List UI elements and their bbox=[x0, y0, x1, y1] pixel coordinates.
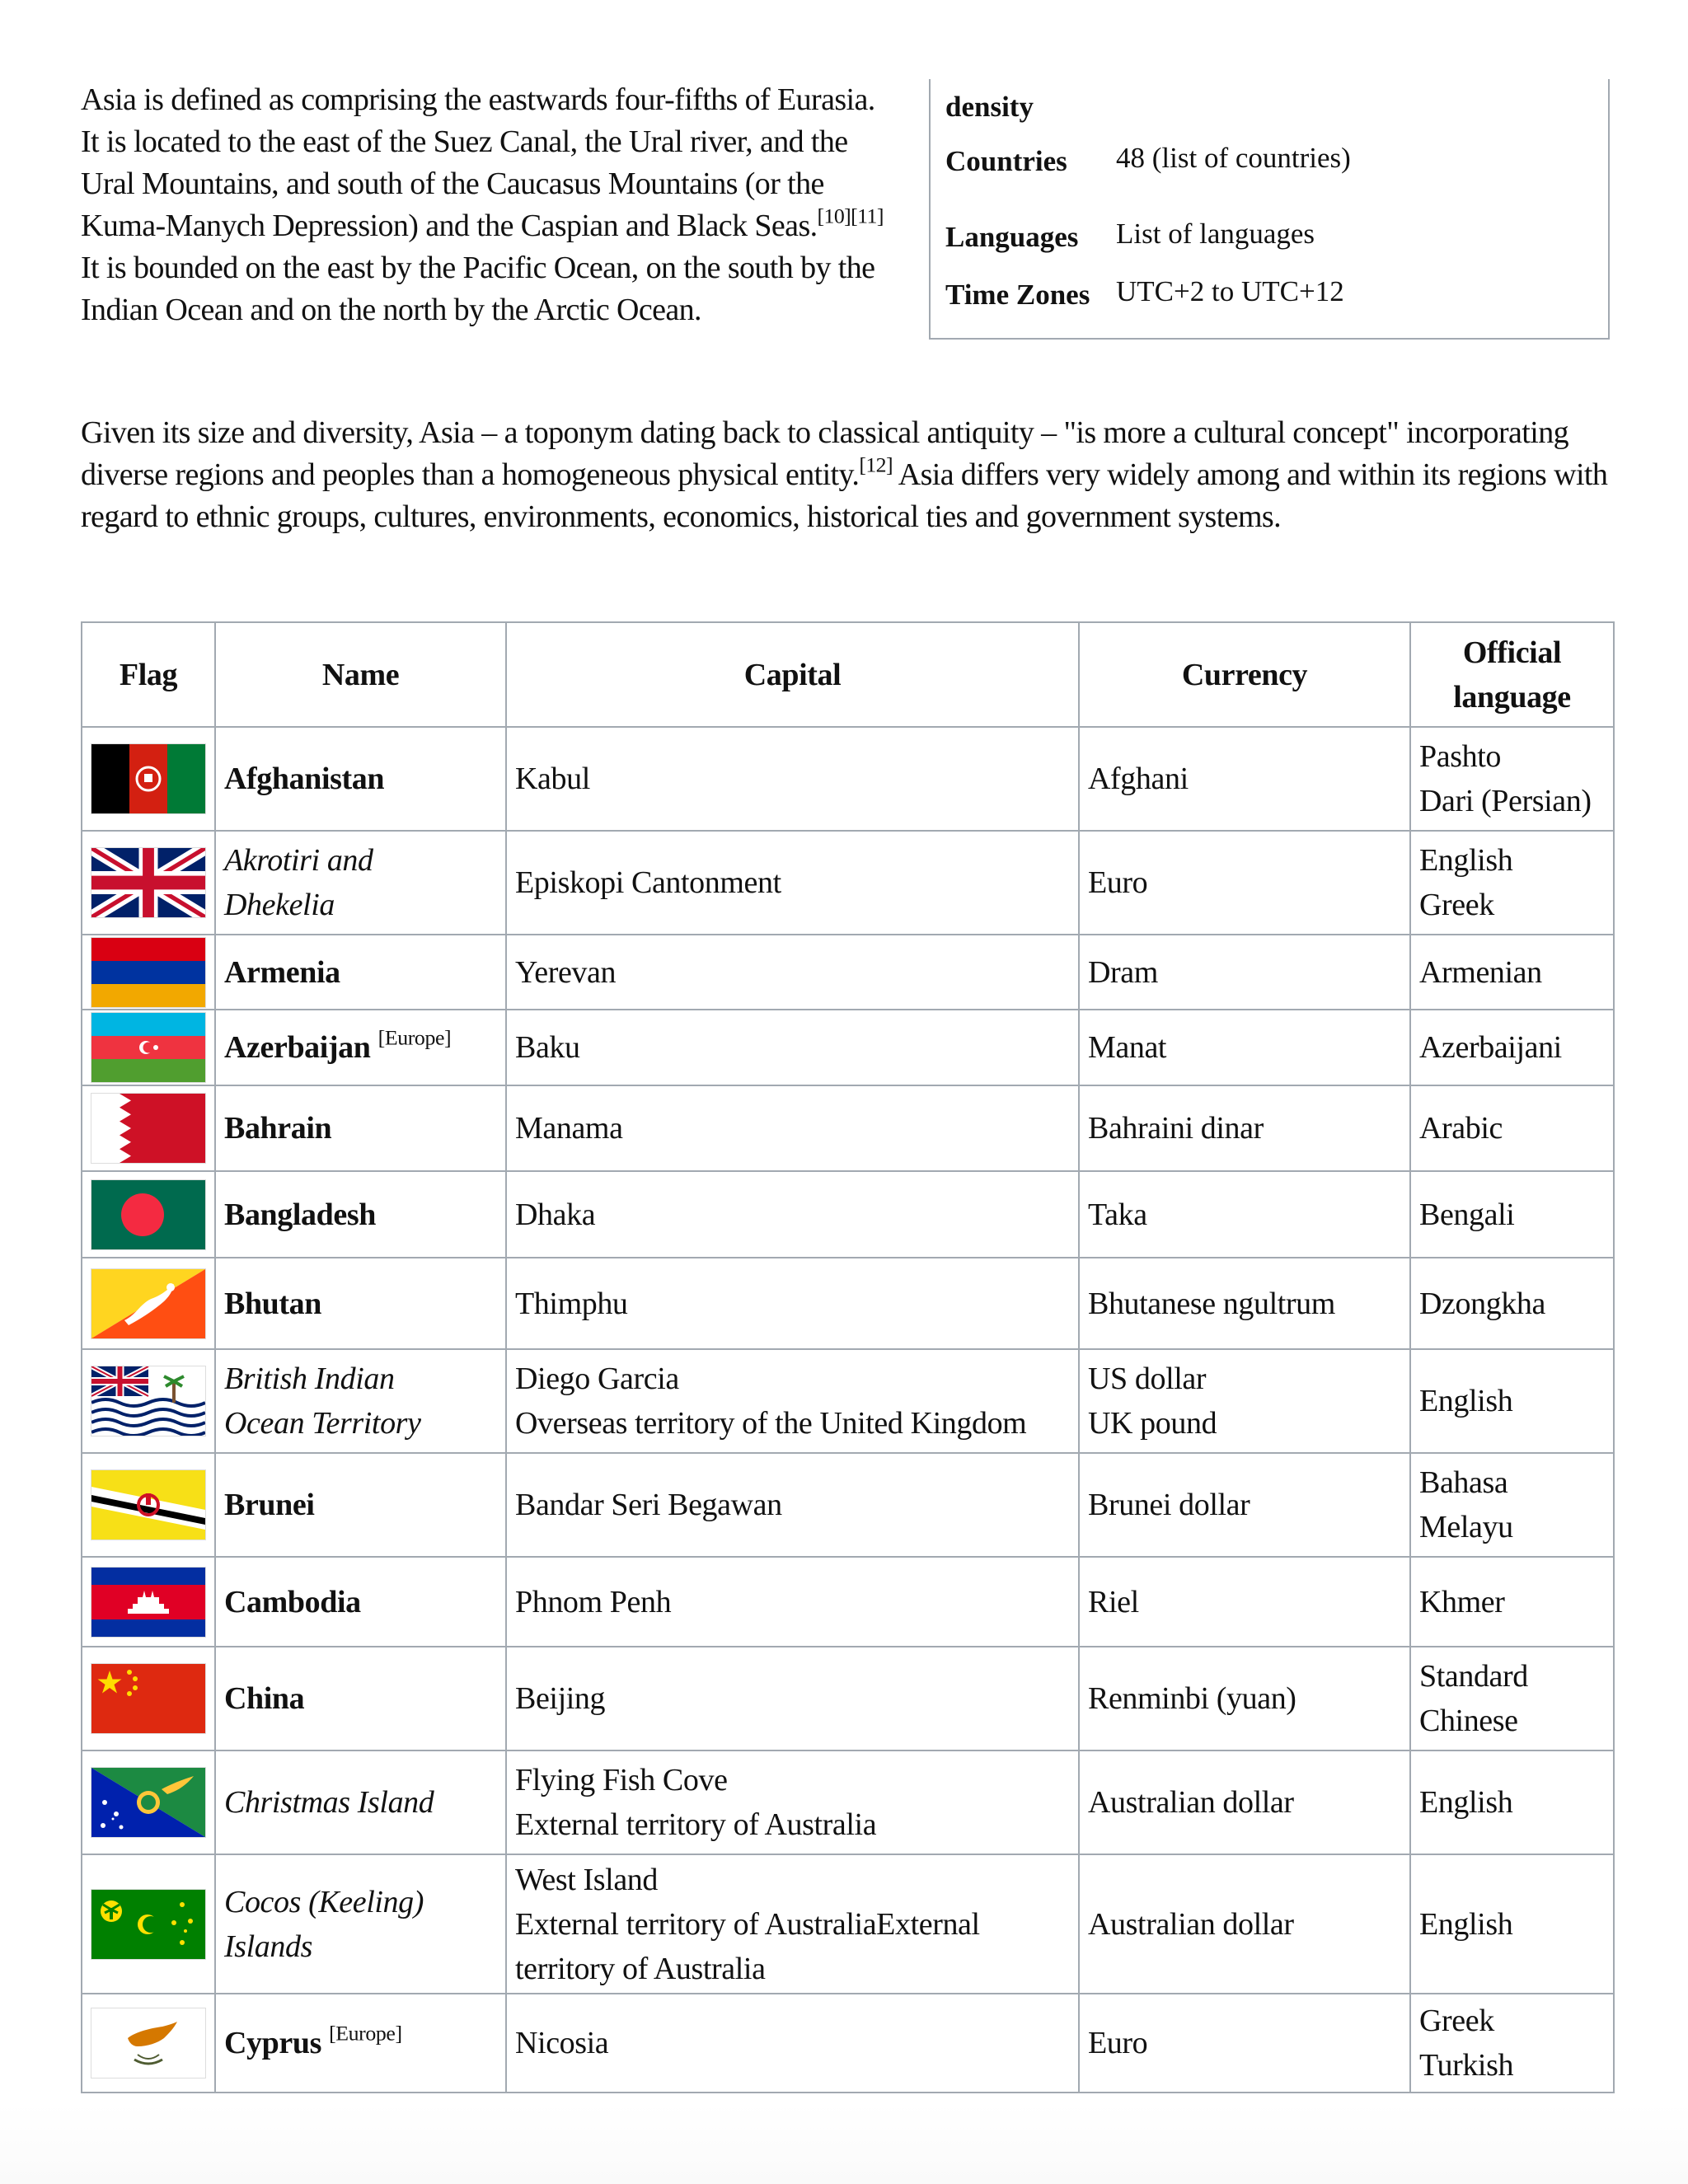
flag-cell bbox=[82, 1994, 215, 2093]
biot-flag-icon[interactable] bbox=[91, 1366, 206, 1436]
currency-cell bbox=[1079, 1453, 1410, 1557]
flag-cell bbox=[82, 1349, 215, 1453]
table-row bbox=[82, 1750, 1614, 1854]
table-row bbox=[82, 1010, 1614, 1085]
flag-cell bbox=[82, 1750, 215, 1854]
table-row bbox=[82, 935, 1614, 1010]
currency-link[interactable]: Brunei dollar bbox=[1088, 1488, 1250, 1522]
name-cell bbox=[215, 1854, 506, 1994]
intro-text: Asia is defined as comprising the eastwards four-fifths of Eurasia. It is located to the east of the Suez Canal, the Ural river, and the Ural Mountains, and south of the Caucasus Mountains (or the Kuma-Manych Depression) and the Caspian and Black Seas. bbox=[81, 82, 875, 243]
intro-paragraph bbox=[81, 79, 893, 331]
flag-cell bbox=[82, 1557, 215, 1647]
flag-cell bbox=[82, 1010, 215, 1085]
currency-link[interactable]: Bahraini dinar bbox=[1088, 1111, 1264, 1146]
currency-link[interactable]: Taka bbox=[1088, 1197, 1147, 1232]
name-cell bbox=[215, 727, 506, 831]
language-cell bbox=[1410, 1349, 1614, 1453]
capital-link[interactable]: Yerevan bbox=[515, 954, 617, 990]
citation-link[interactable]: [12] bbox=[859, 452, 893, 477]
name-cell bbox=[215, 1750, 506, 1854]
currency-cell bbox=[1079, 1557, 1410, 1647]
language-link[interactable]: English bbox=[1419, 1785, 1513, 1820]
capital-cell bbox=[506, 1854, 1079, 1994]
language-link[interactable]: Dzongkha bbox=[1419, 1286, 1545, 1321]
table-row bbox=[82, 727, 1614, 831]
country-name-link[interactable]: Azerbaijan bbox=[224, 1030, 371, 1065]
bhutan-flag-icon[interactable] bbox=[91, 1268, 206, 1339]
country-name-link[interactable]: Cocos (Keeling) bbox=[224, 1884, 424, 1919]
bangladesh-flag-icon[interactable] bbox=[91, 1179, 206, 1250]
language-link[interactable]: English bbox=[1419, 1906, 1513, 1942]
header-official-language: Official language bbox=[1410, 622, 1614, 727]
currency-cell bbox=[1079, 1349, 1410, 1453]
currency-cell bbox=[1079, 1854, 1410, 1994]
christmas-island-flag-icon[interactable] bbox=[91, 1767, 206, 1838]
language-link[interactable]: Greek bbox=[1419, 2004, 1494, 2038]
language-link[interactable]: Bahasa bbox=[1419, 1465, 1508, 1500]
language-link[interactable]: Bengali bbox=[1419, 1197, 1515, 1232]
language-link[interactable]: Pashto bbox=[1419, 739, 1501, 774]
table-row bbox=[82, 1085, 1614, 1171]
capital-note: External territory of Australia bbox=[515, 1807, 877, 1842]
language-link[interactable]: English bbox=[1419, 1384, 1513, 1418]
language-link[interactable]: Melayu bbox=[1419, 1510, 1513, 1544]
capital-cell bbox=[506, 1557, 1079, 1647]
infobox-countries-label: Countries bbox=[945, 145, 1067, 177]
language-link[interactable]: Arabic bbox=[1419, 1111, 1503, 1146]
language-link[interactable]: English bbox=[1419, 843, 1513, 878]
flag-cell bbox=[82, 1453, 215, 1557]
country-name-link[interactable]: Ocean Territory bbox=[224, 1406, 421, 1441]
afghanistan-flag-icon[interactable] bbox=[91, 743, 206, 814]
language-link[interactable]: Dari (Persian) bbox=[1419, 784, 1592, 818]
header-flag: Flag bbox=[82, 622, 215, 727]
infobox-languages-label: Languages bbox=[945, 221, 1079, 253]
table-row bbox=[82, 1994, 1614, 2093]
name-cell bbox=[215, 1647, 506, 1750]
currency-link[interactable]: Afghani bbox=[1088, 762, 1189, 796]
name-cell bbox=[215, 1258, 506, 1349]
capital-note: External territory of AustraliaExternal bbox=[515, 1906, 980, 1942]
intro-text-continued: It is bounded on the east by the Pacific Ocean, on the south by the Indian Ocean and on the north by the Arctic Ocean. bbox=[81, 251, 875, 327]
flag-cell bbox=[82, 1854, 215, 1994]
header-currency: Currency bbox=[1079, 622, 1410, 727]
table-header-row bbox=[82, 622, 1614, 727]
capital-cell bbox=[506, 831, 1079, 935]
capital-cell bbox=[506, 1453, 1079, 1557]
language-cell bbox=[1410, 1171, 1614, 1258]
language-cell bbox=[1410, 1085, 1614, 1171]
currency-link[interactable]: Australian dollar bbox=[1088, 1785, 1294, 1820]
currency-link[interactable]: Euro bbox=[1088, 865, 1148, 900]
cambodia-flag-icon[interactable] bbox=[91, 1567, 206, 1638]
flag-cell bbox=[82, 1085, 215, 1171]
country-name-link[interactable]: Bangladesh bbox=[224, 1197, 376, 1232]
header-name: Name bbox=[215, 622, 506, 727]
diversity-text-continued: Asia differs very widely among and within its regions with regard to ethnic groups, cultures, environments, economics, historical ties and government systems. bbox=[81, 457, 1608, 534]
language-cell bbox=[1410, 831, 1614, 935]
flag-cell bbox=[82, 831, 215, 935]
capital-cell bbox=[506, 1258, 1079, 1349]
currency-cell bbox=[1079, 1647, 1410, 1750]
currency-cell bbox=[1079, 831, 1410, 935]
table-row bbox=[82, 1171, 1614, 1258]
flag-cell bbox=[82, 1258, 215, 1349]
azerbaijan-flag-icon[interactable] bbox=[91, 1012, 206, 1083]
capital-link[interactable]: Baku bbox=[515, 1030, 580, 1065]
capital-link[interactable]: Kabul bbox=[515, 762, 590, 796]
name-cell bbox=[215, 1349, 506, 1453]
language-cell bbox=[1410, 1258, 1614, 1349]
capital-cell bbox=[506, 1647, 1079, 1750]
country-name-link[interactable]: British Indian bbox=[224, 1361, 395, 1396]
china-flag-icon[interactable] bbox=[91, 1663, 206, 1734]
currency-link[interactable]: Euro bbox=[1088, 2026, 1148, 2060]
country-name-link[interactable]: Armenia bbox=[224, 954, 340, 990]
language-link[interactable]: Azerbaijani bbox=[1419, 1030, 1562, 1065]
currency-link[interactable]: UK pound bbox=[1088, 1406, 1217, 1441]
language-cell bbox=[1410, 1557, 1614, 1647]
capital-cell bbox=[506, 935, 1079, 1010]
citation-link[interactable]: [10][11] bbox=[817, 204, 884, 228]
table-row bbox=[82, 1647, 1614, 1750]
header-capital: Capital bbox=[506, 622, 1079, 727]
diversity-paragraph bbox=[81, 412, 1614, 538]
region-note[interactable]: [Europe] bbox=[329, 2021, 402, 2046]
currency-cell bbox=[1079, 1171, 1410, 1258]
name-cell bbox=[215, 1085, 506, 1171]
country-name-link[interactable]: Brunei bbox=[224, 1488, 315, 1522]
currency-cell bbox=[1079, 1750, 1410, 1854]
capital-link[interactable]: Dhaka bbox=[515, 1197, 596, 1232]
country-name-link[interactable]: Cambodia bbox=[224, 1584, 361, 1619]
name-cell bbox=[215, 831, 506, 935]
page-bottom-margin bbox=[0, 2104, 1688, 2184]
name-cell bbox=[215, 1994, 506, 2093]
currency-cell bbox=[1079, 1258, 1410, 1349]
language-cell bbox=[1410, 1647, 1614, 1750]
diversity-text: Given its size and diversity, Asia – a toponym dating back to classical antiquity – "is more a cultural concept" incorporating diverse regions and peoples than a homogeneous physical entity. bbox=[81, 415, 1568, 492]
country-name-link[interactable]: China bbox=[224, 1681, 305, 1716]
table-row bbox=[82, 1854, 1614, 1994]
name-cell bbox=[215, 935, 506, 1010]
flag-cell bbox=[82, 727, 215, 831]
flag-cell bbox=[82, 935, 215, 1010]
infobox-density-label: density bbox=[945, 91, 1034, 123]
language-link[interactable]: Chinese bbox=[1419, 1704, 1518, 1738]
capital-cell bbox=[506, 1750, 1079, 1854]
table-row bbox=[82, 1349, 1614, 1453]
language-cell bbox=[1410, 1010, 1614, 1085]
countries-table bbox=[81, 621, 1615, 2093]
capital-link[interactable]: Bandar Seri Begawan bbox=[515, 1488, 782, 1522]
capital-link[interactable]: Episkopi Cantonment bbox=[515, 865, 781, 900]
capital-link[interactable]: Manama bbox=[515, 1111, 623, 1146]
country-name-link[interactable]: Christmas Island bbox=[224, 1785, 434, 1820]
region-note[interactable]: [Europe] bbox=[377, 1025, 452, 1050]
currency-link[interactable]: Australian dollar bbox=[1088, 1906, 1294, 1942]
infobox-languages-value[interactable]: List of languages bbox=[1116, 218, 1315, 250]
cocos-islands-flag-icon[interactable] bbox=[91, 1889, 206, 1960]
table-row bbox=[82, 831, 1614, 935]
name-cell bbox=[215, 1171, 506, 1258]
capital-cell bbox=[506, 1010, 1079, 1085]
country-name-link[interactable]: Bahrain bbox=[224, 1111, 332, 1146]
capital-cell bbox=[506, 1171, 1079, 1258]
country-name-link[interactable]: Dhekelia bbox=[224, 888, 335, 922]
armenia-flag-icon[interactable] bbox=[91, 937, 206, 1008]
name-cell bbox=[215, 1453, 506, 1557]
currency-cell bbox=[1079, 727, 1410, 831]
capital-cell bbox=[506, 1349, 1079, 1453]
table-row bbox=[82, 1557, 1614, 1647]
language-link[interactable]: Greek bbox=[1419, 888, 1494, 922]
currency-cell bbox=[1079, 935, 1410, 1010]
uk-flag-icon[interactable] bbox=[91, 847, 206, 918]
currency-cell bbox=[1079, 1994, 1410, 2093]
country-name-link[interactable]: Bhutan bbox=[224, 1286, 322, 1321]
infobox-timezones-label: Time Zones bbox=[945, 279, 1090, 311]
language-cell bbox=[1410, 1854, 1614, 1994]
currency-cell bbox=[1079, 1085, 1410, 1171]
flag-cell bbox=[82, 1647, 215, 1750]
capital-link[interactable]: Thimphu bbox=[515, 1286, 628, 1321]
bahrain-flag-icon[interactable] bbox=[91, 1093, 206, 1164]
capital-cell bbox=[506, 1994, 1079, 2093]
language-cell bbox=[1410, 1750, 1614, 1854]
infobox-countries-value[interactable]: 48 (list of countries) bbox=[1116, 142, 1351, 174]
country-name-link[interactable]: Islands bbox=[224, 1929, 312, 1964]
name-cell bbox=[215, 1010, 506, 1085]
infobox bbox=[929, 79, 1610, 340]
language-link[interactable]: Armenian bbox=[1419, 954, 1542, 990]
currency-link[interactable]: US dollar bbox=[1088, 1361, 1207, 1396]
infobox-timezones-value: UTC+2 to UTC+12 bbox=[1116, 275, 1344, 307]
table-row bbox=[82, 1258, 1614, 1349]
capital-link[interactable]: Flying Fish Cove bbox=[515, 1763, 728, 1797]
language-link[interactable]: Standard bbox=[1419, 1659, 1528, 1694]
capital-note: territory of Australia bbox=[515, 1951, 766, 1986]
currency-link[interactable]: Dram bbox=[1088, 954, 1158, 990]
language-link[interactable]: Khmer bbox=[1419, 1584, 1505, 1619]
country-name-link[interactable]: Cyprus bbox=[224, 2026, 321, 2060]
capital-link[interactable]: Diego Garcia bbox=[515, 1361, 679, 1396]
currency-link[interactable]: Manat bbox=[1088, 1030, 1167, 1065]
currency-link[interactable]: Renminbi (yuan) bbox=[1088, 1681, 1296, 1716]
capital-link[interactable]: Nicosia bbox=[515, 2026, 609, 2060]
language-cell bbox=[1410, 727, 1614, 831]
capital-link[interactable]: West Island bbox=[515, 1862, 659, 1897]
currency-link[interactable]: Bhutanese ngultrum bbox=[1088, 1286, 1335, 1321]
flag-cell bbox=[82, 1171, 215, 1258]
capital-cell bbox=[506, 1085, 1079, 1171]
country-name-link[interactable]: Akrotiri and bbox=[224, 843, 373, 878]
language-link[interactable]: Turkish bbox=[1419, 2048, 1514, 2083]
cyprus-flag-icon[interactable] bbox=[91, 2008, 206, 2079]
language-cell bbox=[1410, 935, 1614, 1010]
name-cell bbox=[215, 1557, 506, 1647]
currency-cell bbox=[1079, 1010, 1410, 1085]
capital-link[interactable]: Phnom Penh bbox=[515, 1584, 672, 1619]
brunei-flag-icon[interactable] bbox=[91, 1469, 206, 1540]
capital-note: Overseas territory of the United Kingdom bbox=[515, 1406, 1027, 1441]
country-name-link[interactable]: Afghanistan bbox=[224, 762, 385, 796]
capital-link[interactable]: Beijing bbox=[515, 1681, 606, 1716]
language-cell bbox=[1410, 1994, 1614, 2093]
language-cell bbox=[1410, 1453, 1614, 1557]
table-row bbox=[82, 1453, 1614, 1557]
capital-cell bbox=[506, 727, 1079, 831]
currency-link[interactable]: Riel bbox=[1088, 1584, 1139, 1619]
